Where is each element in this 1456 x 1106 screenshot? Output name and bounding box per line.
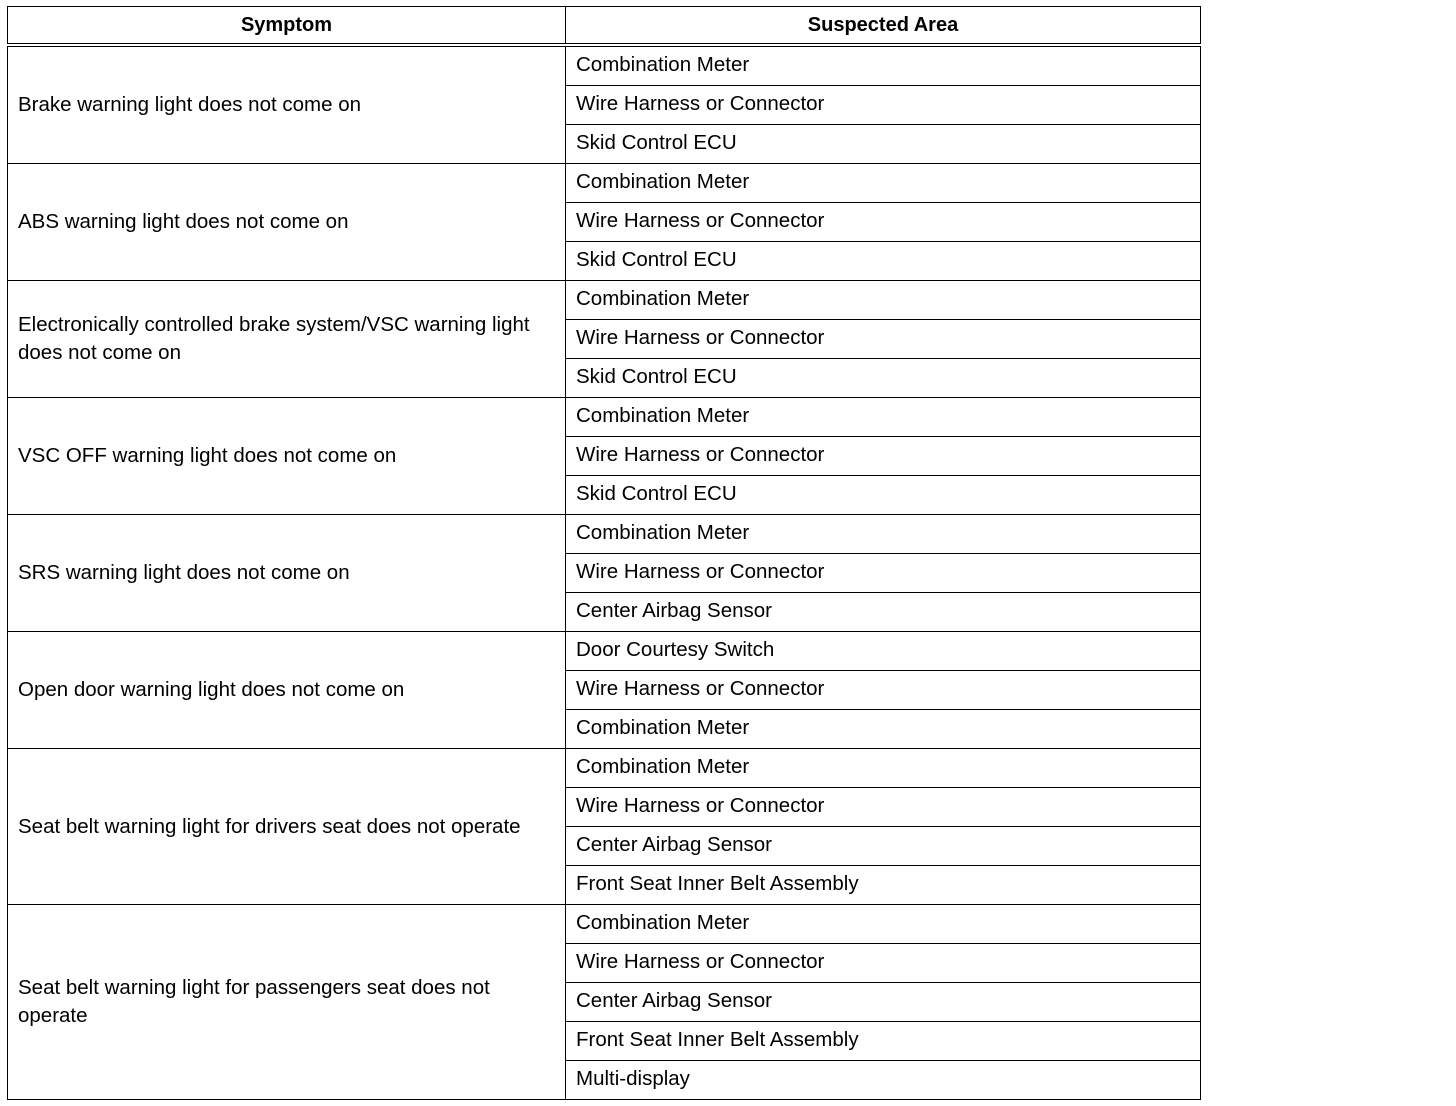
suspected-area-cell: Combination Meter — [566, 905, 1201, 944]
suspected-area-cell: Wire Harness or Connector — [566, 671, 1201, 710]
symptom-cell: VSC OFF warning light does not come on — [8, 398, 566, 515]
suspected-area-cell: Combination Meter — [566, 710, 1201, 749]
suspected-area-cell: Center Airbag Sensor — [566, 827, 1201, 866]
suspected-area-cell: Combination Meter — [566, 281, 1201, 320]
table-row — [8, 45, 1201, 86]
symptom-cell: Open door warning light does not come on — [8, 632, 566, 749]
suspected-area-cell: Skid Control ECU — [566, 125, 1201, 164]
table-row — [8, 281, 1201, 320]
suspected-area-cell: Center Airbag Sensor — [566, 983, 1201, 1022]
suspected-area-cell: Wire Harness or Connector — [566, 320, 1201, 359]
suspected-area-cell: Skid Control ECU — [566, 476, 1201, 515]
symptom-cell: ABS warning light does not come on — [8, 164, 566, 281]
table-row — [8, 398, 1201, 437]
suspected-area-cell: Door Courtesy Switch — [566, 632, 1201, 671]
table-row — [8, 749, 1201, 788]
table-row — [8, 164, 1201, 203]
header-suspected-area: Suspected Area — [566, 7, 1201, 46]
suspected-area-cell: Front Seat Inner Belt Assembly — [566, 1022, 1201, 1061]
suspected-area-cell: Combination Meter — [566, 398, 1201, 437]
suspected-area-cell: Combination Meter — [566, 749, 1201, 788]
suspected-area-cell: Wire Harness or Connector — [566, 86, 1201, 125]
table-header-row — [8, 7, 1201, 46]
symptom-table — [7, 6, 1201, 1100]
symptom-cell: Seat belt warning light for drivers seat does not operate — [8, 749, 566, 905]
table-row — [8, 632, 1201, 671]
suspected-area-cell: Combination Meter — [566, 164, 1201, 203]
table-row — [8, 515, 1201, 554]
table-row — [8, 905, 1201, 944]
suspected-area-cell: Wire Harness or Connector — [566, 944, 1201, 983]
suspected-area-cell: Wire Harness or Connector — [566, 437, 1201, 476]
symptom-cell: SRS warning light does not come on — [8, 515, 566, 632]
suspected-area-cell: Front Seat Inner Belt Assembly — [566, 866, 1201, 905]
header-symptom: Symptom — [8, 7, 566, 46]
suspected-area-cell: Wire Harness or Connector — [566, 788, 1201, 827]
symptom-cell: Brake warning light does not come on — [8, 45, 566, 164]
suspected-area-cell: Skid Control ECU — [566, 242, 1201, 281]
symptom-cell: Electronically controlled brake system/VSC warning light does not come on — [8, 281, 566, 398]
table-body — [8, 45, 1201, 1100]
suspected-area-cell: Wire Harness or Connector — [566, 554, 1201, 593]
suspected-area-cell: Center Airbag Sensor — [566, 593, 1201, 632]
symptom-cell: Seat belt warning light for passengers seat does not operate — [8, 905, 566, 1100]
suspected-area-cell: Multi-display — [566, 1061, 1201, 1100]
suspected-area-cell: Skid Control ECU — [566, 359, 1201, 398]
suspected-area-cell: Combination Meter — [566, 515, 1201, 554]
suspected-area-cell: Wire Harness or Connector — [566, 203, 1201, 242]
suspected-area-cell: Combination Meter — [566, 45, 1201, 86]
